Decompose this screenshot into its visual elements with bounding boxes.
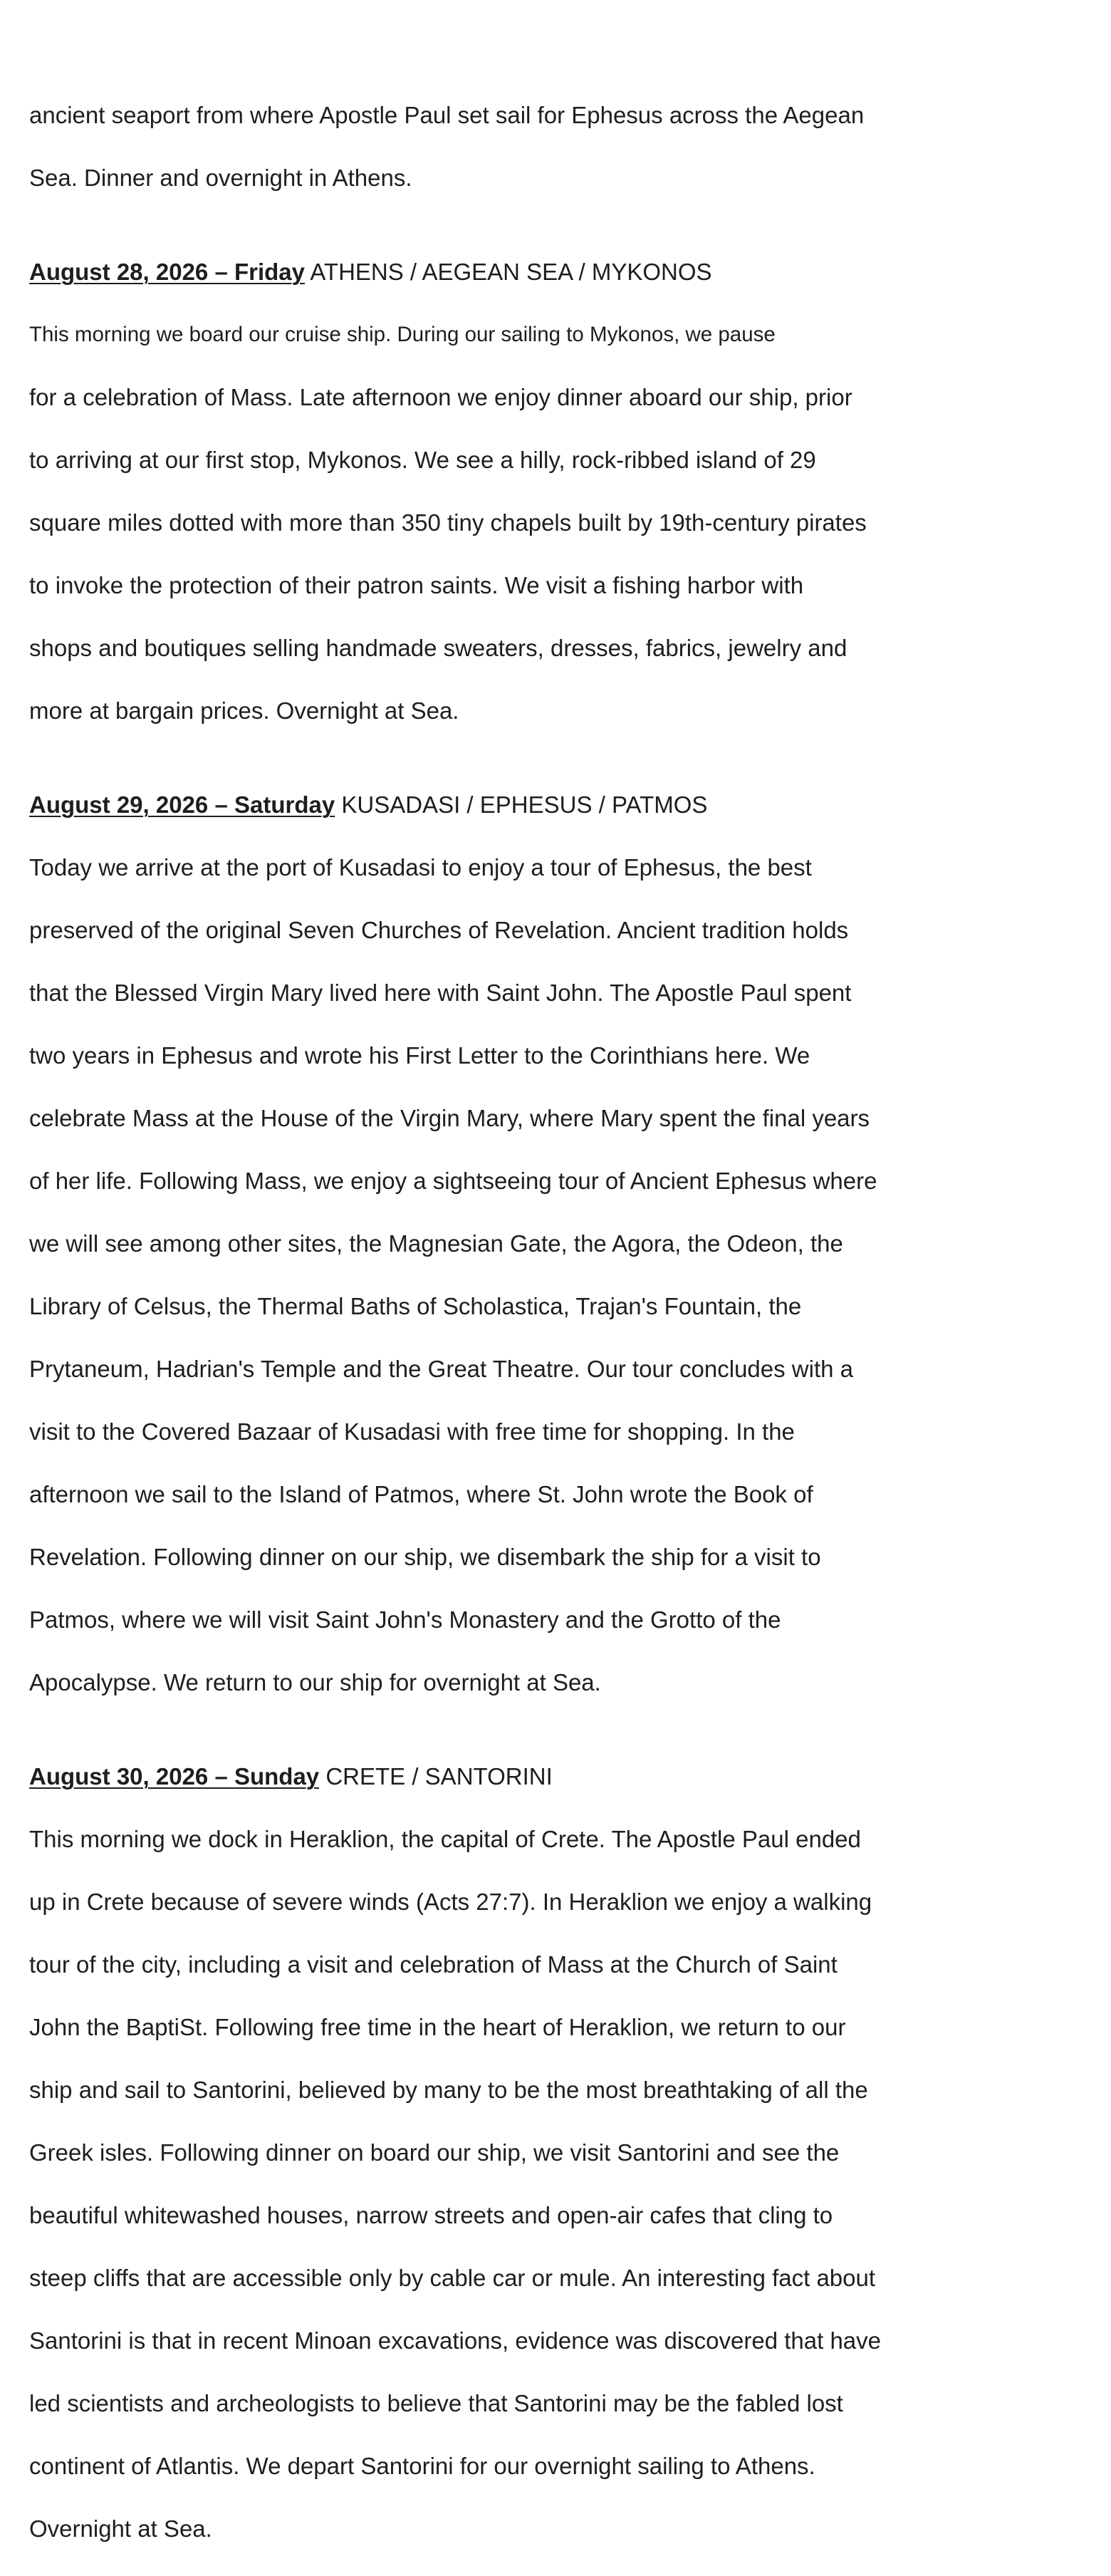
description-line: steep cliffs that are accessible only by cable car or mule. An interesting fact about — [29, 2265, 876, 2291]
day-date: August 29, 2026 – Saturday — [29, 791, 335, 818]
day-description — [29, 1792, 955, 2576]
day-aug-29 — [29, 789, 955, 1730]
day-places: KUSADASI / EPHESUS / PATMOS — [341, 791, 708, 818]
description-line: Santorini is that in recent Minoan excavations, evidence was discovered that have — [29, 2327, 882, 2354]
day-description — [29, 821, 955, 1730]
description-line: we will see among other sites, the Magnesian Gate, the Agora, the Odeon, the — [29, 1230, 843, 1257]
description-line: Today we arrive at the port of Kusadasi to enjoy a tour of Ephesus, the best — [29, 854, 812, 881]
description-line: John the BaptiSt. Following free time in the heart of Heraklion, we return to our — [29, 2014, 846, 2040]
description-line: afternoon we sail to the Island of Patmos, where St. John wrote the Book of — [29, 1481, 813, 1507]
description-line: This morning we board our cruise ship. During our sailing to Mykonos, we pause — [29, 323, 776, 346]
intro-paragraph — [29, 68, 955, 225]
day-description — [29, 288, 955, 758]
description-line: beautiful whitewashed houses, narrow streets and open-air cafes that cling to — [29, 2202, 833, 2228]
description-line: to arriving at our first stop, Mykonos. We see a hilly, rock-ribbed island of 29 — [29, 447, 816, 473]
day-places: CRETE / SANTORINI — [325, 1763, 553, 1790]
description-line: tour of the city, including a visit and celebration of Mass at the Church of Saint — [29, 1951, 838, 1978]
day-heading — [29, 1761, 955, 1792]
description-line: This morning we dock in Heraklion, the capital of Crete. The Apostle Paul ended — [29, 1826, 861, 1852]
day-aug-28 — [29, 256, 955, 758]
description-line: Revelation. Following dinner on our ship, we disembark the ship for a visit to — [29, 1544, 821, 1570]
description-line: up in Crete because of severe winds (Acts 27:7). In Heraklion we enjoy a walking — [29, 1889, 872, 1915]
description-line: visit to the Covered Bazaar of Kusadasi with free time for shopping. In the — [29, 1418, 795, 1445]
description-line: led scientists and archeologists to believe that Santorini may be the fabled lost — [29, 2390, 843, 2416]
description-line: Prytaneum, Hadrian's Temple and the Great Theatre. Our tour concludes with a — [29, 1356, 854, 1382]
description-line: of her life. Following Mass, we enjoy a sightseeing tour of Ancient Ephesus where — [29, 1168, 877, 1194]
description-line: Overnight at Sea. — [29, 2515, 212, 2542]
intro-line: Sea. Dinner and overnight in Athens. — [29, 165, 412, 191]
itinerary-page — [29, 68, 955, 2576]
description-line: Patmos, where we will visit Saint John's Monastery and the Grotto of the — [29, 1606, 781, 1633]
day-heading — [29, 789, 955, 821]
description-line: square miles dotted with more than 350 tiny chapels built by 19th-century pirates — [29, 509, 867, 536]
day-places: ATHENS / AEGEAN SEA / MYKONOS — [310, 259, 712, 285]
description-line: two years in Ephesus and wrote his First Letter to the Corinthians here. We — [29, 1042, 810, 1069]
description-line: that the Blessed Virgin Mary lived here with Saint John. The Apostle Paul spent — [29, 980, 852, 1006]
intro-line: ancient seaport from where Apostle Paul set sail for Ephesus across the Aegean — [29, 102, 865, 128]
description-line: more at bargain prices. Overnight at Sea. — [29, 697, 459, 724]
description-line: Apocalypse. We return to our ship for overnight at Sea. — [29, 1669, 601, 1695]
description-line: celebrate Mass at the House of the Virgin Mary, where Mary spent the final years — [29, 1105, 870, 1131]
day-aug-30 — [29, 1761, 955, 2576]
description-line: Greek isles. Following dinner on board our ship, we visit Santorini and see the — [29, 2139, 840, 2166]
day-heading — [29, 256, 955, 288]
description-line: Library of Celsus, the Thermal Baths of Scholastica, Trajan's Fountain, the — [29, 1293, 802, 1319]
day-date: August 28, 2026 – Friday — [29, 259, 305, 285]
day-date: August 30, 2026 – Sunday — [29, 1763, 320, 1790]
description-line: preserved of the original Seven Churches of Revelation. Ancient tradition holds — [29, 917, 849, 943]
description-line: ship and sail to Santorini, believed by many to be the most breathtaking of all the — [29, 2077, 868, 2103]
description-line: to invoke the protection of their patron saints. We visit a fishing harbor with — [29, 572, 804, 598]
description-line: for a celebration of Mass. Late afternoon we enjoy dinner aboard our ship, prior — [29, 384, 852, 410]
description-line: shops and boutiques selling handmade sweaters, dresses, fabrics, jewelry and — [29, 635, 847, 661]
description-line: continent of Atlantis. We depart Santorini for our overnight sailing to Athens. — [29, 2453, 815, 2479]
